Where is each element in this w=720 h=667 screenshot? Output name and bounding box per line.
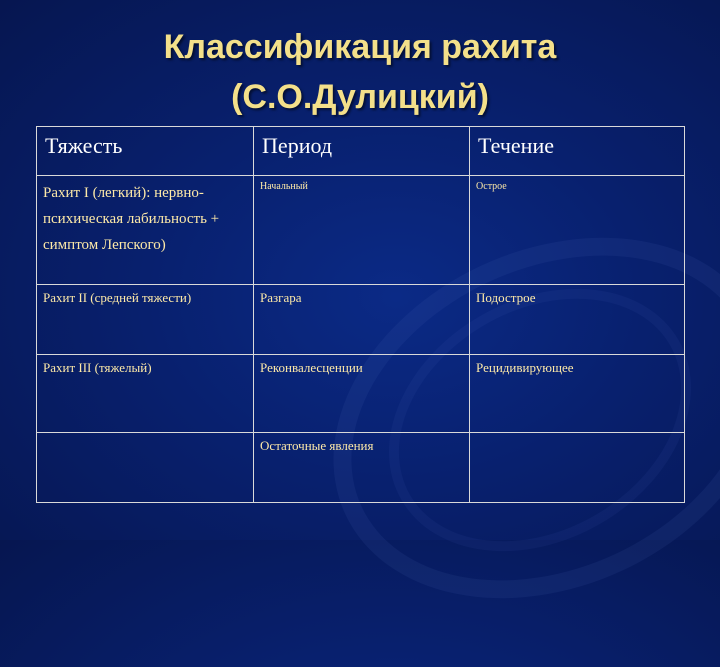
header-period: Период (254, 127, 470, 176)
cell-period-2: Разгара (254, 285, 470, 355)
cell-course-1: Острое (470, 176, 685, 285)
header-severity: Тяжесть (37, 127, 254, 176)
cell-severity-2: Рахит II (средней тяжести) (37, 285, 254, 355)
title-line-2: (С.О.Дулицкий) (231, 78, 489, 116)
cell-severity-4 (37, 433, 254, 503)
cell-period-1: Начальный (254, 176, 470, 285)
cell-course-3: Рецидивирующее (470, 355, 685, 433)
title-line-1: Классификация рахита (163, 28, 557, 66)
cell-course-2: Подострое (470, 285, 685, 355)
cell-course-4 (470, 433, 685, 503)
table-row (37, 355, 685, 433)
cell-severity-1: Рахит I (легкий): нервно-психическая лабильность + симптом Лепского) (37, 176, 254, 285)
header-course: Течение (470, 127, 685, 176)
table-row (37, 433, 685, 503)
cell-severity-3: Рахит III (тяжелый) (37, 355, 254, 433)
cell-period-4: Остаточные явления (254, 433, 470, 503)
table-header-row (37, 127, 685, 176)
table-row (37, 285, 685, 355)
classification-table (36, 126, 685, 503)
slide-title (0, 22, 720, 122)
table-row (37, 176, 685, 285)
cell-period-3: Реконвалесценции (254, 355, 470, 433)
